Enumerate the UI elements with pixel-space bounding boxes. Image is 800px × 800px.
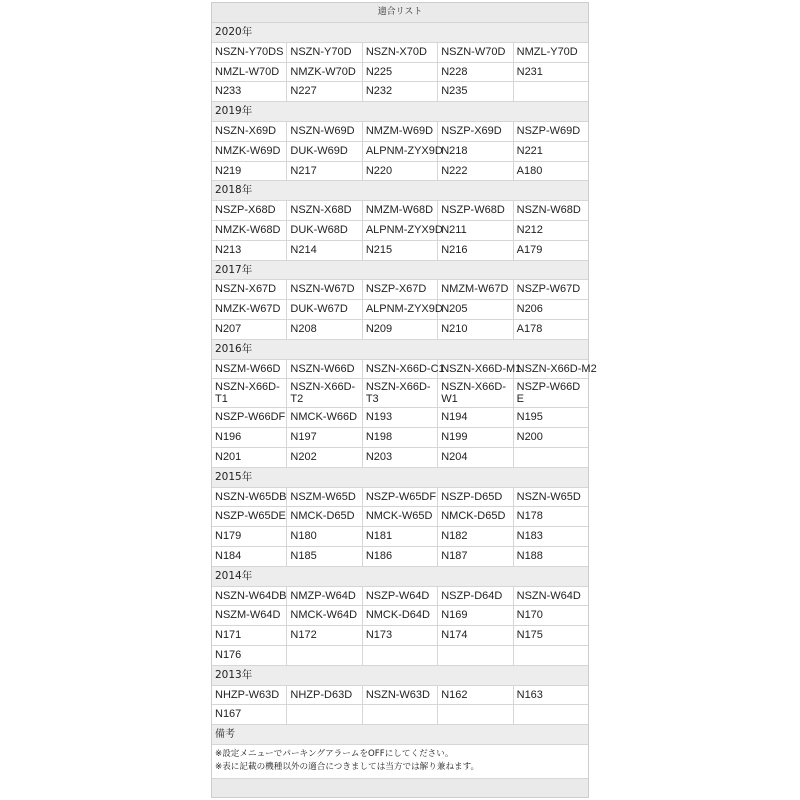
table-cell: N233: [212, 82, 287, 101]
table-cell: N205: [438, 300, 513, 319]
table-row: [212, 606, 588, 626]
table-cell: NSZN-X66D-T3: [363, 379, 438, 407]
table-cell: N167: [212, 705, 287, 724]
table-cell: NSZN-Y70D: [287, 43, 362, 62]
table-row: [212, 488, 588, 508]
table-cell: NSZN-W66D: [287, 360, 362, 379]
table-cell: N195: [516, 411, 543, 424]
table-footer: [212, 779, 588, 797]
table-cell: N181: [363, 527, 438, 546]
table-cell: N218: [438, 142, 513, 161]
table-row: [212, 162, 588, 182]
table-cell: N196: [212, 428, 287, 447]
table-cell: [438, 705, 513, 724]
table-cell: [514, 646, 588, 665]
table-cell: N180: [287, 527, 362, 546]
table-cell: N220: [363, 162, 438, 181]
table-cell: NMZP-W64D: [287, 587, 362, 606]
table-cell: NMZL-W70D: [212, 63, 287, 82]
table-cell: N212: [516, 223, 543, 236]
year-header: 2014年: [212, 567, 588, 587]
table-cell: N211: [438, 221, 513, 240]
table-cell: NSZN-X66D-W1: [438, 379, 513, 407]
table-cell: NSZN-X66D-T1: [212, 379, 287, 407]
table-cell: N203: [363, 448, 438, 467]
table-cell: NSZM-W66D: [212, 360, 287, 379]
table-cell: [287, 705, 362, 724]
table-cell: N163: [516, 688, 543, 701]
table-cell: N175: [516, 629, 543, 642]
table-cell: NMZL-Y70D: [516, 45, 578, 58]
table-cell: ALPNM-ZYX9D: [363, 142, 438, 161]
notes-body: [212, 745, 588, 779]
table-cell: N221: [516, 144, 543, 157]
table-cell: NMCK-D65D: [438, 507, 513, 526]
table-cell: NMZK-W68D: [212, 221, 287, 240]
table-cell: N219: [212, 162, 287, 181]
table-cell: NMZM-W68D: [363, 201, 438, 220]
table-row: [212, 201, 588, 221]
table-row: [212, 448, 588, 468]
table-row: [212, 241, 588, 261]
table-cell: [514, 82, 588, 101]
table-cell: NSZP-X67D: [363, 280, 438, 299]
table-cell: NSZM-W65D: [287, 488, 362, 507]
table-cell: NMZK-W69D: [212, 142, 287, 161]
table-row: [212, 280, 588, 300]
table-cell: N207: [212, 320, 287, 339]
table-cell: NMZK-W70D: [287, 63, 362, 82]
table-cell: N186: [363, 547, 438, 566]
table-cell: N227: [287, 82, 362, 101]
table-cell: NSZP-W67D: [516, 283, 581, 296]
table-cell: N197: [287, 428, 362, 447]
table-cell: N182: [438, 527, 513, 546]
table-cell: N204: [438, 448, 513, 467]
table-cell: NSZN-X66D-C1: [363, 360, 438, 379]
table-cell: NSZP-X68D: [212, 201, 287, 220]
table-cell: N228: [438, 63, 513, 82]
table-cell: DUK-W68D: [287, 221, 362, 240]
table-cell: A178: [516, 322, 543, 335]
table-cell: N178: [516, 510, 543, 523]
table-cell: NMZM-W67D: [438, 280, 513, 299]
year-header: 2013年: [212, 666, 588, 686]
table-row: [212, 686, 588, 706]
table-cell: N206: [516, 303, 543, 316]
table-cell: NSZN-W64DB: [212, 587, 287, 606]
table-cell: N214: [287, 241, 362, 260]
table-row: [212, 428, 588, 448]
table-cell: NMCK-W66D: [287, 408, 362, 427]
table-cell: NSZP-W66DF: [212, 408, 287, 427]
table-cell: NSZP-W65DF: [363, 488, 438, 507]
table-cell: NSZN-W63D: [363, 686, 438, 705]
table-cell: N202: [287, 448, 362, 467]
table-cell: NMCK-W64D: [287, 606, 362, 625]
table-cell: [514, 705, 588, 724]
table-cell: N176: [212, 646, 287, 665]
table-cell: N225: [363, 63, 438, 82]
table-cell: NSZP-D65D: [438, 488, 513, 507]
table-cell: N200: [516, 431, 543, 444]
table-cell: [514, 448, 588, 467]
table-cell: NSZN-X66D-M2: [516, 362, 597, 375]
table-cell: NSZP-W66DE: [516, 381, 581, 406]
table-cell: N174: [438, 626, 513, 645]
table-cell: NSZN-W69D: [287, 122, 362, 141]
table-row: [212, 122, 588, 142]
year-header: 2020年: [212, 23, 588, 43]
table-cell: N215: [363, 241, 438, 260]
table-row: [212, 320, 588, 340]
table-title: 適合リスト: [212, 3, 588, 23]
table-cell: N199: [438, 428, 513, 447]
table-cell: NSZM-W64D: [212, 606, 287, 625]
table-cell: ALPNM-ZYX9D: [363, 221, 438, 240]
table-cell: NSZP-W69D: [516, 124, 581, 137]
table-cell: [438, 646, 513, 665]
table-cell: N198: [363, 428, 438, 447]
table-cell: DUK-W67D: [287, 300, 362, 319]
table-cell: N213: [212, 241, 287, 260]
table-cell: NSZN-X68D: [287, 201, 362, 220]
table-cell: NSZP-X69D: [438, 122, 513, 141]
year-header: 2017年: [212, 261, 588, 281]
table-row: [212, 527, 588, 547]
table-row: [212, 626, 588, 646]
table-cell: N169: [438, 606, 513, 625]
table-cell: A179: [516, 243, 543, 256]
table-cell: NHZP-D63D: [287, 686, 362, 705]
table-cell: N193: [363, 408, 438, 427]
year-header: 2018年: [212, 181, 588, 201]
compatibility-table: [211, 2, 597, 798]
table-cell: NSZN-W64D: [516, 589, 581, 602]
table-cell: N216: [438, 241, 513, 260]
table-cell: N187: [438, 547, 513, 566]
year-header: 2015年: [212, 468, 588, 488]
table-row: [212, 360, 597, 380]
table-cell: NSZN-X70D: [363, 43, 438, 62]
table-cell: N208: [287, 320, 362, 339]
table-row: [212, 547, 588, 567]
table-row: [212, 705, 588, 725]
table-cell: N179: [212, 527, 287, 546]
table-cell: NMZM-W69D: [363, 122, 438, 141]
table-cell: DUK-W69D: [287, 142, 362, 161]
table-cell: NSZN-W65D: [516, 490, 581, 503]
table-cell: N209: [363, 320, 438, 339]
table-cell: NSZN-W65DB: [212, 488, 287, 507]
table-cell: N173: [363, 626, 438, 645]
table-cell: N183: [516, 530, 543, 543]
table-cell: N172: [287, 626, 362, 645]
table-cell: NSZN-X66D-T2: [287, 379, 362, 407]
table-cell: NSZN-W70D: [438, 43, 513, 62]
table-cell: N171: [212, 626, 287, 645]
table-cell: NSZP-W64D: [363, 587, 438, 606]
table-cell: [363, 646, 438, 665]
table-cell: N185: [287, 547, 362, 566]
table-cell: NMZK-W67D: [212, 300, 287, 319]
table-cell: N170: [516, 609, 543, 622]
table-row: [212, 43, 588, 63]
table-row: [212, 408, 588, 428]
table-cell: NMCK-D65D: [287, 507, 362, 526]
table-cell: [287, 646, 362, 665]
table-cell: ALPNM-ZYX9D: [363, 300, 438, 319]
table-cell: NSZN-W67D: [287, 280, 362, 299]
table-cell: NSZN-Y70DS: [212, 43, 287, 62]
table-cell: N222: [438, 162, 513, 181]
table-row: [212, 142, 588, 162]
table-cell: NSZP-W68D: [438, 201, 513, 220]
note-line: ※表に記載の機種以外の適合につきましては当方では解り兼ねます。: [215, 761, 480, 772]
table-cell: NSZP-D64D: [438, 587, 513, 606]
table-cell: N231: [516, 65, 543, 78]
table-cell: [363, 705, 438, 724]
table-cell: NSZN-W68D: [516, 204, 581, 217]
table-row: [212, 379, 588, 408]
table-cell: N162: [438, 686, 513, 705]
table-cell: N201: [212, 448, 287, 467]
year-header: 2016年: [212, 340, 588, 360]
table-row: [212, 221, 588, 241]
year-header: 2019年: [212, 102, 588, 122]
table-row: [212, 646, 588, 666]
table-cell: NSZN-X67D: [212, 280, 287, 299]
notes-title: 備考: [212, 725, 588, 745]
table-cell: NMCK-W65D: [363, 507, 438, 526]
table-row: [212, 82, 588, 102]
table-row: [212, 587, 588, 607]
table-cell: N210: [438, 320, 513, 339]
table-cell: A180: [516, 164, 543, 177]
table-cell: NHZP-W63D: [212, 686, 287, 705]
table-row: [212, 300, 588, 320]
table-cell: NSZN-X69D: [212, 122, 287, 141]
note-line: ※設定メニューでパーキングアラームをOFFにしてください。: [215, 748, 454, 759]
table-cell: N194: [438, 408, 513, 427]
table-cell: NSZN-X66D-M1: [438, 360, 513, 379]
table-row: [212, 507, 588, 527]
table-cell: N184: [212, 547, 287, 566]
table-cell: NSZP-W65DE: [212, 507, 287, 526]
table-cell: NMCK-D64D: [363, 606, 438, 625]
table-cell: N232: [363, 82, 438, 101]
table-cell: N235: [438, 82, 513, 101]
table-row: [212, 63, 588, 83]
table-cell: N188: [516, 549, 543, 562]
table-cell: N217: [287, 162, 362, 181]
